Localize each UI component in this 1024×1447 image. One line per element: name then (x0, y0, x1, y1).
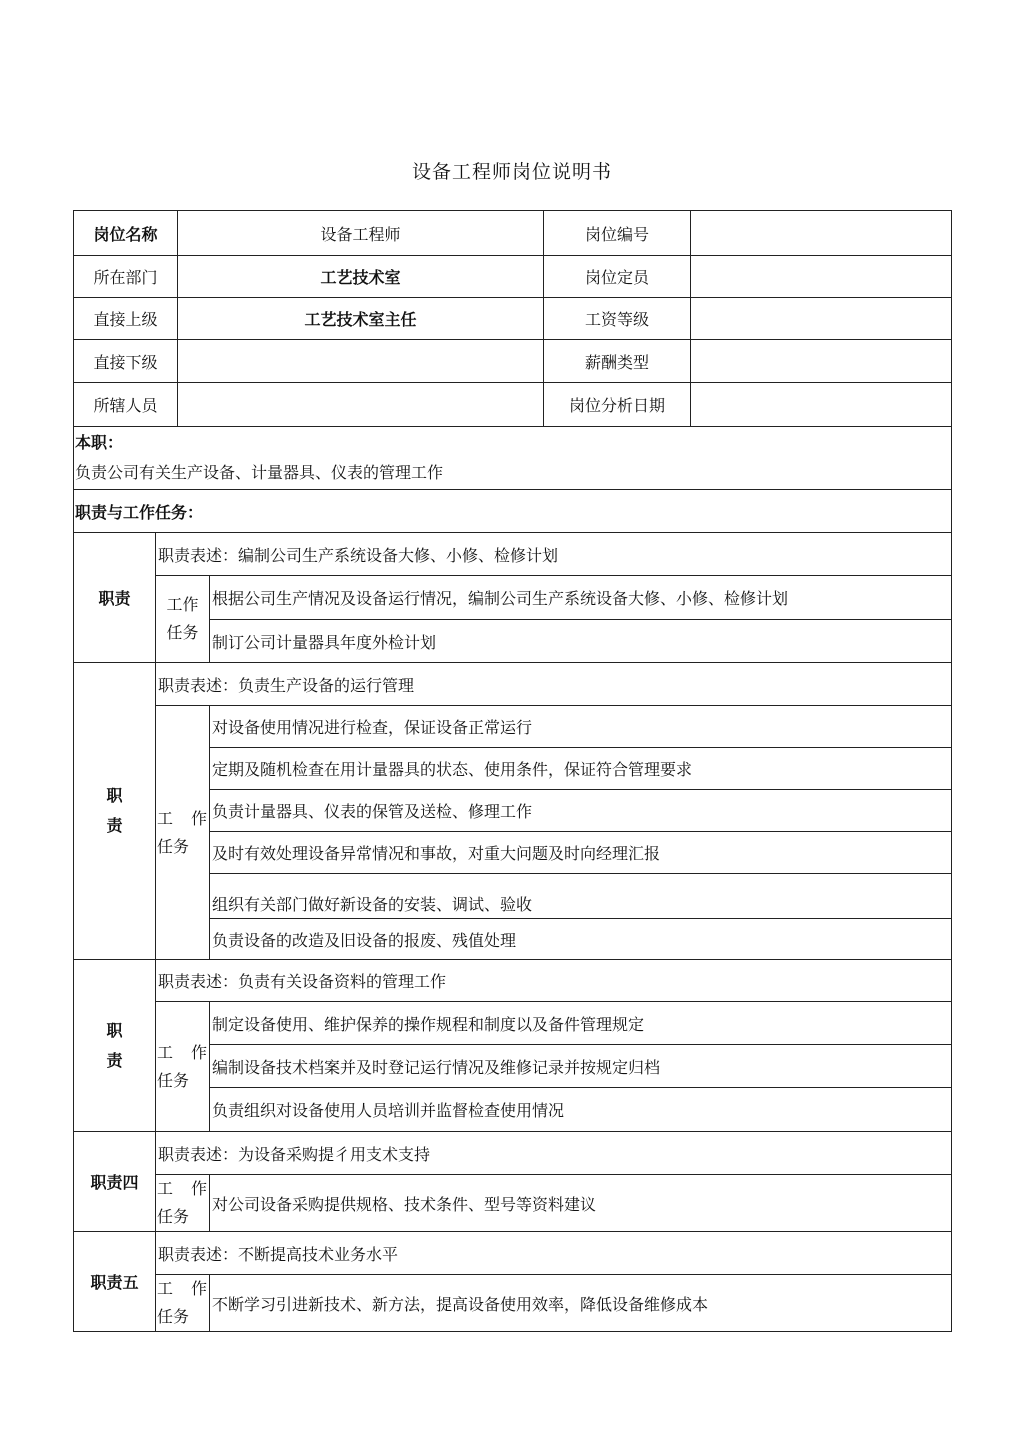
responsibility-3-label (74, 960, 156, 1132)
value-staff-under (178, 383, 544, 427)
value-direct-subordinate (178, 340, 544, 383)
responsibility-2-task-row (74, 706, 952, 748)
responsibility-5-label: 职责五 (74, 1232, 156, 1332)
duty-heading: 本职： (75, 433, 124, 452)
task-label-char-1: 工 (157, 808, 174, 828)
responsibility-4-task-row (74, 1175, 952, 1232)
duty-row (74, 427, 952, 490)
responsibility-2-task-5: 组织有关部门做好新设备的安装、调试、验收 (210, 874, 952, 919)
task-label-char-2: 作 (190, 808, 207, 828)
label-department: 所在部门 (74, 256, 178, 298)
responsibility-5-task-1: 不断学习引进新技术、新方法，提高设备使用效率，降低设备维修成本 (210, 1275, 952, 1332)
responsibilities-heading-row (74, 490, 952, 533)
header-row (74, 298, 952, 340)
responsibility-5-task-row (74, 1275, 952, 1332)
responsibilities-heading: 职责与工作任务： (74, 490, 952, 533)
label-direct-subordinate: 直接下级 (74, 340, 178, 383)
responsibility-3-task-1: 制定设备使用、维护保养的操作规程和制度以及备件管理规定 (210, 1002, 952, 1045)
responsibility-2-statement: 职责表述：负责生产设备的运行管理 (156, 663, 952, 706)
responsibility-2-task-2: 定期及随机检查在用计量器具的状态、使用条件，保证符合管理要求 (210, 748, 952, 790)
responsibility-1-task-row (74, 576, 952, 620)
label-headcount: 岗位定员 (544, 256, 691, 298)
responsibility-2-task-4: 及时有效处理设备异常情况和事故，对重大问题及时向经理汇报 (210, 832, 952, 874)
document-title: 设备工程师岗位说明书 (411, 161, 612, 183)
label-staff-under: 所辖人员 (74, 383, 178, 427)
task-label-line2: 任务 (157, 1307, 190, 1326)
value-headcount (691, 256, 952, 298)
responsibility-3-task-label (156, 1002, 210, 1132)
value-department: 工艺技术室 (178, 256, 544, 298)
task-label-line2: 任务 (157, 1070, 190, 1090)
label-salary-grade: 工资等级 (544, 298, 691, 340)
task-label-line2: 任务 (157, 1207, 190, 1226)
responsibility-1-label: 职责 (74, 533, 156, 663)
responsibility-2-label-top: 职 (106, 786, 123, 805)
responsibility-2-task-3: 负责计量器具、仪表的保管及送检、修理工作 (210, 790, 952, 832)
job-description-table (73, 210, 952, 1332)
task-label-char-2: 作 (190, 1179, 207, 1198)
responsibility-4-task-1: 对公司设备采购提供规格、技术条件、型号等资料建议 (210, 1175, 952, 1232)
task-label-char-2: 作 (190, 1042, 207, 1062)
responsibility-3-statement: 职责表述：负责有关设备资料的管理工作 (156, 960, 952, 1002)
responsibility-2-label (74, 663, 156, 960)
responsibility-4-statement-row (74, 1132, 952, 1175)
duty-text: 负责公司有关生产设备、计量器具、仪表的管理工作 (75, 463, 444, 482)
task-label-char-1: 工 (157, 1279, 174, 1298)
task-label-line2: 任务 (157, 836, 190, 856)
responsibility-5-task-label (156, 1275, 210, 1332)
responsibility-3-task-row (74, 1002, 952, 1045)
value-salary-grade (691, 298, 952, 340)
value-position-name: 设备工程师 (178, 211, 544, 256)
responsibility-3-label-bottom: 责 (106, 1050, 123, 1070)
responsibility-3-task-2: 编制设备技术档案并及时登记运行情况及维修记录并按规定归档 (210, 1045, 952, 1088)
responsibility-2-label-bottom: 责 (106, 816, 123, 835)
responsibility-2-task-label (156, 706, 210, 960)
header-row (74, 340, 952, 383)
responsibility-2-statement-row (74, 663, 952, 706)
label-analysis-date: 岗位分析日期 (544, 383, 691, 427)
label-position-name: 岗位名称 (74, 211, 178, 256)
value-direct-superior: 工艺技术室主任 (178, 298, 544, 340)
responsibility-1-statement-row (74, 533, 952, 576)
responsibility-4-label: 职责四 (74, 1132, 156, 1232)
responsibility-5-statement-row (74, 1232, 952, 1275)
task-label-char-1: 工 (157, 1179, 174, 1198)
task-label-char-2: 作 (190, 1279, 207, 1298)
responsibility-5-statement: 职责表述：不断提高技术业务水平 (156, 1232, 952, 1275)
responsibility-3-task-3: 负责组织对设备使用人员培训并监督检查使用情况 (210, 1088, 952, 1132)
responsibility-3-statement-row (74, 960, 952, 1002)
responsibility-2-task-6: 负责设备的改造及旧设备的报废、残值处理 (210, 919, 952, 960)
label-pay-type: 薪酬类型 (544, 340, 691, 383)
value-position-code (691, 211, 952, 256)
responsibility-3-label-top: 职 (106, 1020, 123, 1040)
header-row (74, 211, 952, 256)
value-analysis-date (691, 383, 952, 427)
responsibility-1-task-label (156, 576, 210, 663)
responsibility-4-task-label (156, 1175, 210, 1232)
label-position-code: 岗位编号 (544, 211, 691, 256)
responsibility-1-task-2: 制订公司计量器具年度外检计划 (210, 620, 952, 663)
responsibility-1-task-1: 根据公司生产情况及设备运行情况，编制公司生产系统设备大修、小修、检修计划 (210, 576, 952, 620)
task-label-line2: 任务 (166, 623, 199, 642)
value-pay-type (691, 340, 952, 383)
responsibility-4-statement: 职责表述：为设备采购提彳用支术支持 (156, 1132, 952, 1175)
responsibility-1-statement: 职责表述：编制公司生产系统设备大修、小修、检修计划 (156, 533, 952, 576)
header-row (74, 383, 952, 427)
header-row (74, 256, 952, 298)
task-label-char-1: 工 (157, 1042, 174, 1062)
task-label-line1: 工作 (166, 595, 199, 614)
label-direct-superior: 直接上级 (74, 298, 178, 340)
responsibility-2-task-1: 对设备使用情况进行检查，保证设备正常运行 (210, 706, 952, 748)
